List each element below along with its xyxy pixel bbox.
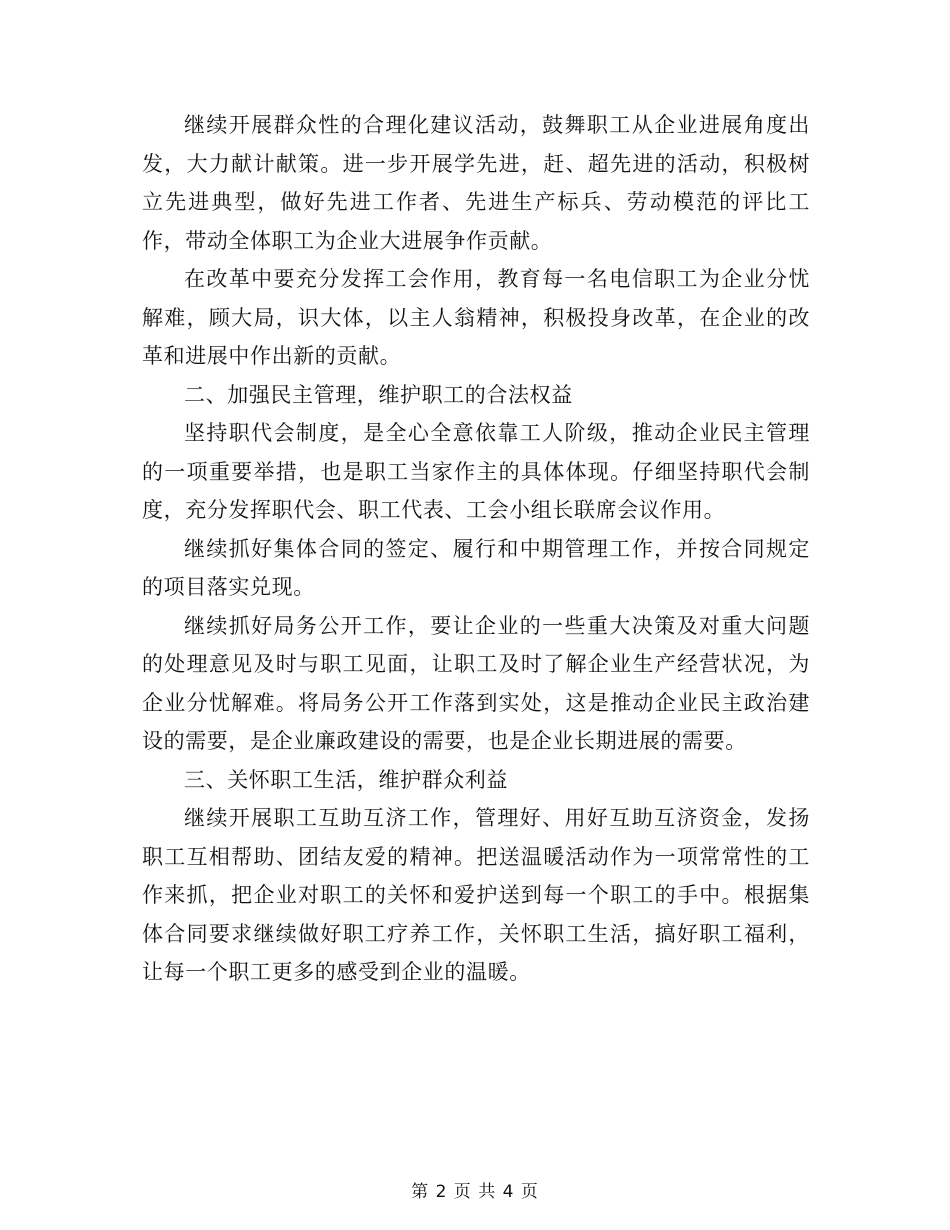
section-heading-democratic-management: 二、加强民主管理，维护职工的合法权益	[184, 382, 573, 407]
section-heading-worker-welfare: 三、关怀职工生活，维护群众利益	[184, 767, 508, 792]
paragraph-workers-congress: 坚持职代会制度，是全心全意依靠工人阶级，推动企业民主管理的一项重要举措，也是职工当家作主的具体体现。仔细坚持职代会制度，充分发挥职代会、职工代表、工会小组长联席会议作用。	[142, 421, 810, 522]
paragraph-mutual-aid: 继续开展职工互助互济工作，管理好、用好互助互济资金，发扬职工互相帮助、团结友爱的精神。把送温暖活动作为一项常常性的工作来抓，把企业对职工的关怀和爱护送到每一个职工的手中。根据集体合同要求继续做好职工疗养工作，关怀职工生活，搞好职工福利，让每一个职工更多的感受到企业的温暖。	[142, 806, 810, 984]
paragraph-reform-role: 在改革中要充分发挥工会作用，教育每一名电信职工为企业分忧解难，顾大局，识大体，以主人翁精神，积极投身改革，在企业的改革和进展中作出新的贡献。	[142, 267, 810, 368]
paragraph-collective-contract: 继续抓好集体合同的签定、履行和中期管理工作，并按合同规定的项目落实兑现。	[142, 536, 810, 599]
paragraph-suggestion-activities: 继续开展群众性的合理化建议活动，鼓舞职工从企业进展角度出发，大力献计献策。进一步开展学先进，赶、超先进的活动，积极树立先进典型，做好先进工作者、先进生产标兵、劳动模范的评比工作，带动全体职工为企业大进展争作贡献。	[142, 113, 810, 253]
document-body	[142, 106, 810, 992]
paragraph-affairs-disclosure: 继续抓好局务公开工作，要让企业的一些重大决策及对重大问题的处理意见及时与职工见面，让职工及时了解企业生产经营状况，为企业分忧解难。将局务公开工作落到实处，这是推动企业民主政治建设的需要，是企业廉政建设的需要，也是企业长期进展的需要。	[142, 613, 810, 753]
page-number-footer: 第 2 页 共 4 页	[411, 1182, 539, 1202]
